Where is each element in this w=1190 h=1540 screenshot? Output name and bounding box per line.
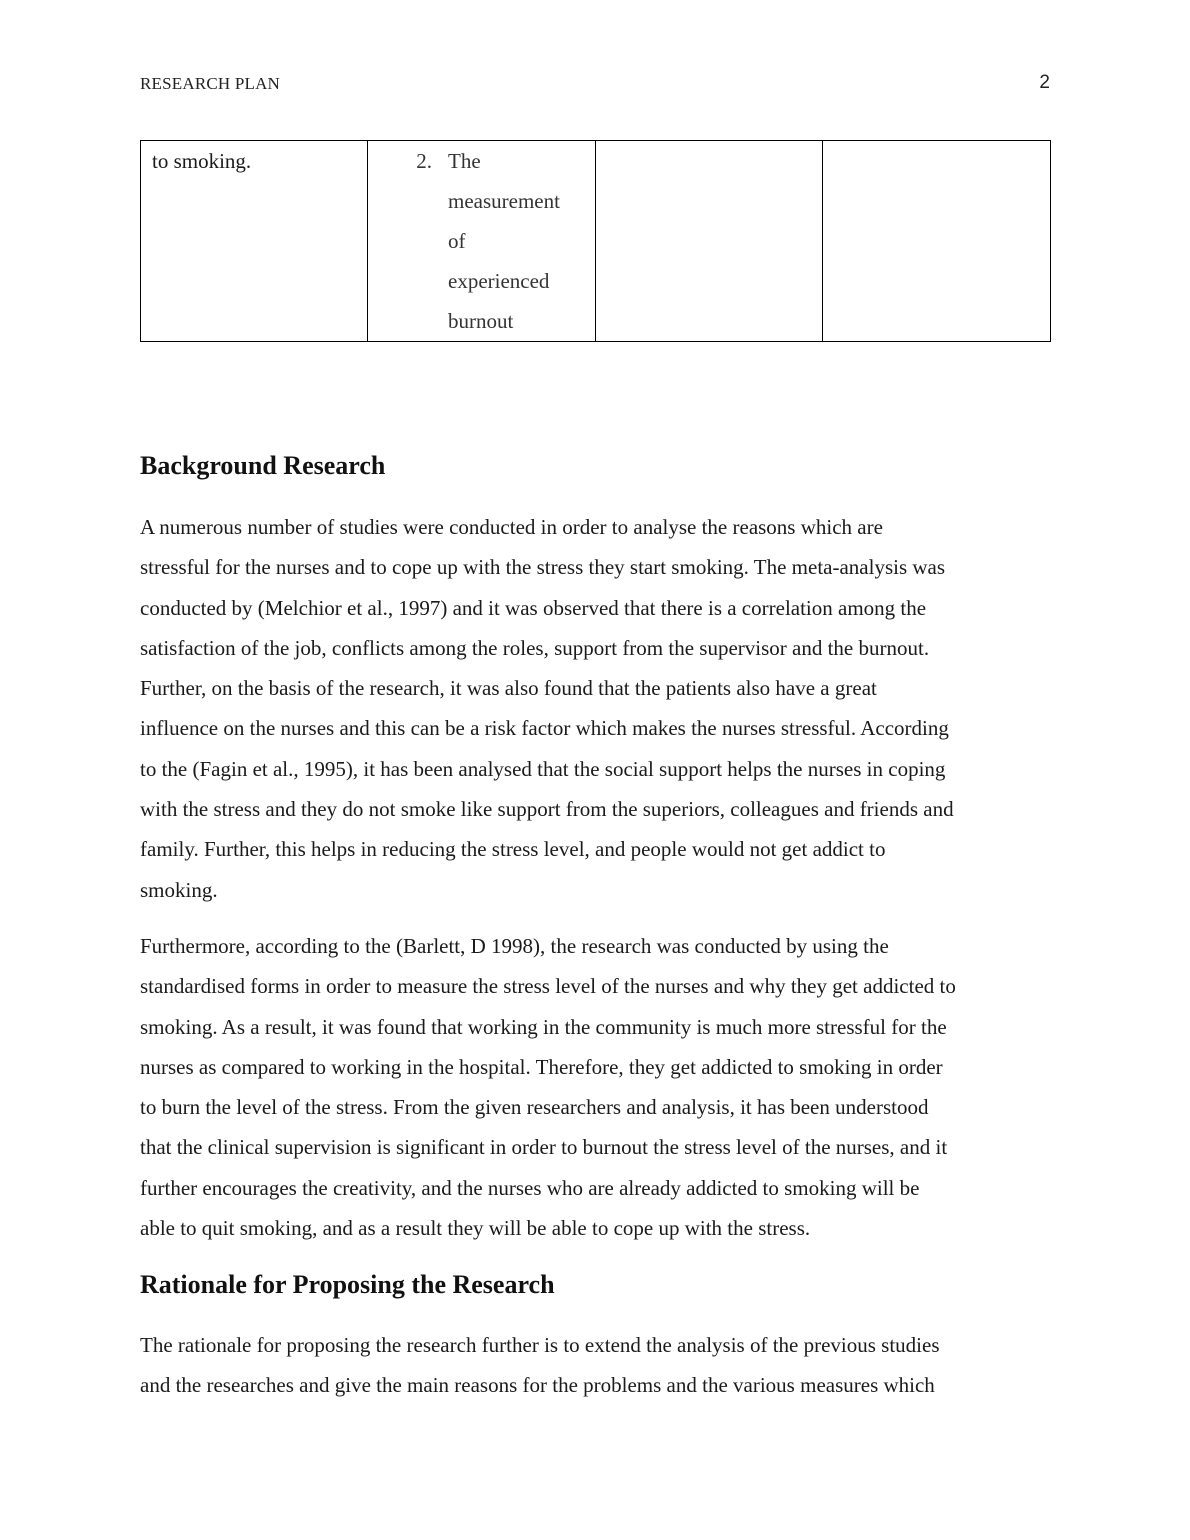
- text-line: smoking. As a result, it was found that working in the community is much more stressful for the: [140, 1014, 947, 1039]
- list-line: experienced: [448, 269, 550, 293]
- numbered-list: [368, 141, 595, 341]
- table-cell-4: [823, 141, 1051, 342]
- background-paragraph-1: [140, 507, 1052, 910]
- text-line: to burn the level of the stress. From the given researchers and analysis, it has been understood: [140, 1095, 929, 1120]
- table-cell-text: to smoking.: [152, 149, 252, 173]
- table-cell-1: [141, 141, 368, 342]
- table-cell-3: [596, 141, 823, 342]
- text-line: nurses as compared to working in the hospital. Therefore, they get addicted to smoking in order: [140, 1054, 943, 1079]
- text-line: standardised forms in order to measure the stress level of the nurses and why they get addicted to: [140, 974, 956, 999]
- page-number: 2: [1039, 72, 1050, 93]
- list-line: of: [448, 229, 466, 253]
- list-line: The: [448, 149, 481, 173]
- rationale-paragraph-1: [140, 1325, 1052, 1406]
- text-line: conducted by (Melchior et al., 1997) and it was observed that there is a correlation among the: [140, 595, 927, 620]
- text-line: further encourages the creativity, and the nurses who are already addicted to smoking will be: [140, 1175, 920, 1200]
- background-research-heading: Background Research: [140, 451, 386, 480]
- text-line: Furthermore, according to the (Barlett, D 1998), the research was conducted by using the: [140, 934, 889, 958]
- running-head: RESEARCH PLAN: [140, 74, 281, 93]
- list-item-text: [448, 141, 595, 341]
- text-line: and the researches and give the main reasons for the problems and the various measures which: [140, 1373, 935, 1398]
- table-row: [141, 141, 1051, 342]
- text-line: that the clinical supervision is significant in order to burnout the stress level of the nurses, and it: [140, 1135, 948, 1160]
- list-line: burnout: [448, 309, 514, 333]
- table-cell-2: [368, 141, 596, 342]
- continued-table: [140, 140, 1051, 342]
- text-line: with the stress and they do not smoke like support from the superiors, colleagues and friends and: [140, 797, 954, 822]
- text-line: stressful for the nurses and to cope up with the stress they start smoking. The meta-analysis was: [140, 555, 946, 580]
- rationale-heading: Rationale for Proposing the Research: [140, 1270, 555, 1299]
- text-line: A numerous number of studies were conducted in order to analyse the reasons which are: [140, 515, 883, 539]
- text-line: smoking.: [140, 877, 218, 902]
- text-line: family. Further, this helps in reducing the stress level, and people would not get addict to: [140, 837, 886, 862]
- list-number: 2.: [416, 149, 432, 173]
- background-paragraph-2: [140, 926, 1052, 1248]
- text-line: influence on the nurses and this can be a risk factor which makes the nurses stressful. According: [140, 716, 949, 741]
- list-item: [368, 141, 595, 341]
- text-line: satisfaction of the job, conflicts among the roles, support from the supervisor and the burnout.: [140, 635, 930, 660]
- text-line: able to quit smoking, and as a result they will be able to cope up with the stress.: [140, 1216, 811, 1241]
- list-line: measurement: [448, 189, 560, 213]
- text-line: Further, on the basis of the research, it was also found that the patients also have a great: [140, 676, 877, 701]
- text-line: The rationale for proposing the research further is to extend the analysis of the previous studies: [140, 1333, 940, 1357]
- text-line: to the (Fagin et al., 1995), it has been analysed that the social support helps the nurses in coping: [140, 756, 946, 781]
